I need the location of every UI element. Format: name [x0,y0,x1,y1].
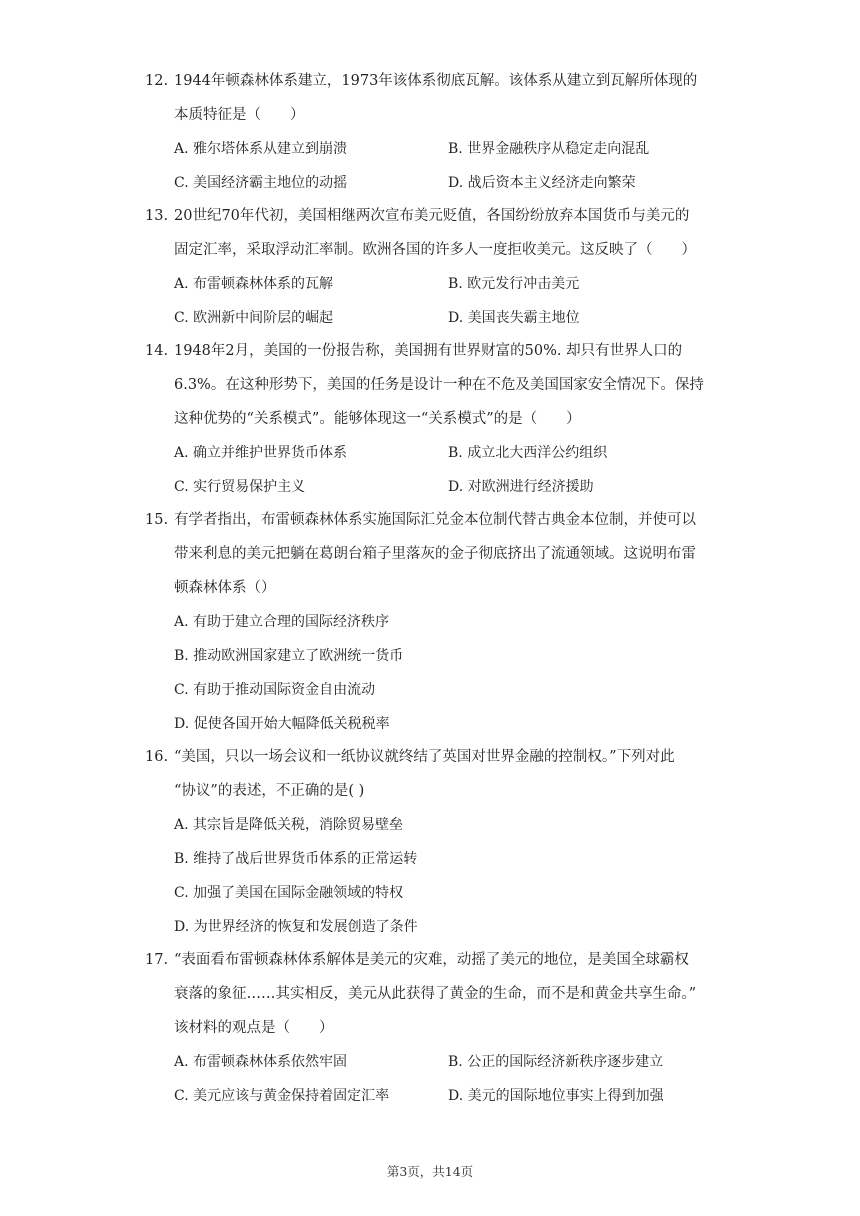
option-a: A. 有助于建立合理的国际经济秩序 [174,614,390,630]
question-stem-line: “美国，只以一场会议和一纸协议就终结了英国对世界金融的控制权。”下列对此 [174,749,675,765]
option-d: D. 促使各国开始大幅降低关税税率 [174,716,390,732]
option-d: D. 美元的国际地位事实上得到加强 [448,1088,664,1104]
question-stem-line: 本质特征是（ ） [174,107,305,123]
option-b: B. 维持了战后世界货币体系的正常运转 [174,851,418,867]
question-stem-line: 固定汇率，采取浮动汇率制。欧洲各国的许多人一度拒收美元。这反映了（ ） [174,242,696,258]
option-b: B. 公正的国际经济新秩序逐步建立 [448,1054,664,1070]
question-14 [145,334,725,504]
option-c: C. 实行贸易保护主义 [174,479,306,495]
option-c: C. 欧洲新中间阶层的崛起 [174,310,334,326]
option-c: C. 加强了美国在国际金融领域的特权 [174,885,404,901]
question-12 [145,64,725,200]
option-a: A. 布雷顿森林体系依然牢固 [174,1054,348,1070]
question-stem-line: 1948年2月，美国的一份报告称，美国拥有世界财富的50%. 却只有世界人口的 [174,343,683,359]
question-stem-line: 带来利息的美元把躺在葛朗台箱子里落灰的金子彻底挤出了流通领域。这说明布雷 [174,546,696,562]
question-number: 16. [145,749,169,765]
question-17 [145,943,725,1113]
page-footer: 第3页，共14页 [386,1164,474,1179]
question-number: 13. [145,208,169,224]
question-stem-line: 有学者指出，布雷顿森林体系实施国际汇兑金本位制代替古典金本位制，并使可以 [174,512,696,528]
question-number: 14. [145,343,169,359]
option-d: D. 为世界经济的恢复和发展创造了条件 [174,919,418,935]
option-a: A. 布雷顿森林体系的瓦解 [174,276,334,292]
question-stem-line: 衰落的象征……其实相反，美元从此获得了黄金的生命，而不是和黄金共享生命。” [174,986,697,1002]
option-d: D. 美国丧失霸主地位 [448,310,580,326]
question-number: 17. [145,952,169,968]
option-b: B. 世界金融秩序从稳定走向混乱 [448,141,650,157]
question-stem-line: 这种优势的“关系模式”。能够体现这一“关系模式”的是（ ） [174,411,581,427]
question-stem-line: “协议”的表述，不正确的是( ) [174,783,365,799]
question-stem-line: 6.3%。在这种形势下，美国的任务是设计一种在不危及美国国家安全情况下。保持 [174,377,704,393]
option-c: C. 有助于推动国际资金自由流动 [174,682,376,698]
question-13 [145,199,725,335]
option-c: C. 美元应该与黄金保持着固定汇率 [174,1088,390,1104]
option-b: B. 欧元发行冲击美元 [448,276,580,292]
question-number: 12. [145,73,169,89]
question-stem-line: 该材料的观点是（ ） [174,1020,334,1036]
question-16 [145,740,725,944]
option-d: D. 对欧洲进行经济援助 [448,479,594,495]
question-stem-line: 20世纪70年代初，美国相继两次宣布美元贬值，各国纷纷放弃本国货币与美元的 [174,208,690,224]
question-number: 15. [145,512,169,528]
question-15 [145,503,725,741]
option-a: A. 雅尔塔体系从建立到崩溃 [174,141,348,157]
option-d: D. 战后资本主义经济走向繁荣 [448,175,636,191]
option-a: A. 其宗旨是降低关税，消除贸易壁垒 [174,817,404,833]
option-b: B. 成立北大西洋公约组织 [448,445,608,461]
option-c: C. 美国经济霸主地位的动摇 [174,175,348,191]
option-b: B. 推动欧洲国家建立了欧洲统一货币 [174,648,404,664]
question-stem-line: “表面看布雷顿森林体系解体是美元的灾难，动摇了美元的地位，是美国全球霸权 [174,952,689,968]
question-stem-line: 顿森林体系（） [174,580,276,596]
option-a: A. 确立并维护世界货币体系 [174,445,348,461]
question-stem-line: 1944年顿森林体系建立，1973年该体系彻底瓦解。该体系从建立到瓦解所体现的 [174,73,698,89]
